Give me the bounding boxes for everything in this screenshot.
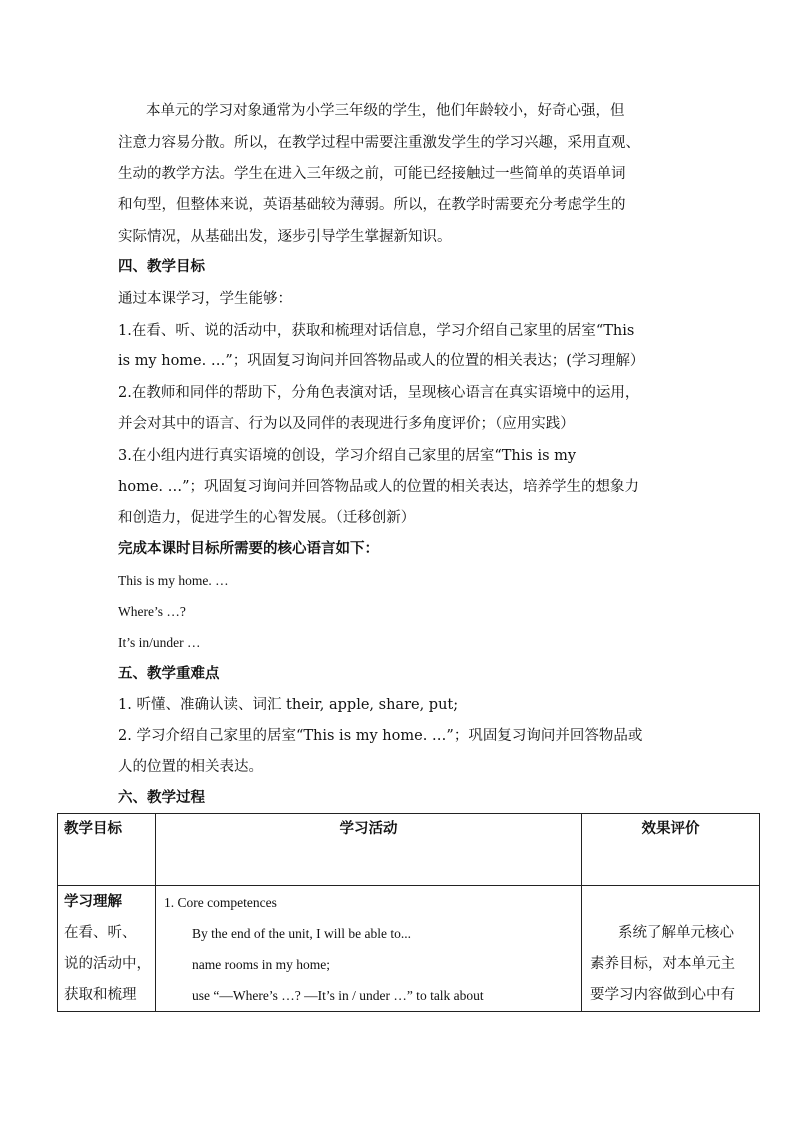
core-language-3: It’s in/under … (118, 635, 201, 650)
goal3-line-1: 3.在小组内进行真实语境的创设，学习介绍自己家里的居室“This is my (118, 448, 577, 464)
row1-goal-line-2: 在看、听、 (64, 925, 137, 941)
row1-evaluation-line-1: 系统了解单元核心 (618, 925, 734, 941)
difficulty-item-2-line-2: 人的位置的相关表达。 (118, 759, 263, 775)
header-goal: 教学目标 (64, 821, 122, 837)
header-activity-cell (156, 814, 582, 886)
section4-lead: 通过本课学习，学生能够： (118, 291, 292, 307)
intro-line-1: 本单元的学习对象通常为小学三年级的学生，他们年龄较小，好奇心强，但 (146, 103, 625, 119)
row1-goal-cell (58, 886, 156, 1012)
table-row (58, 886, 760, 1012)
intro-line-3: 生动的教学方法。学生在进入三年级之前，可能已经接触过一些简单的英语单词 (118, 166, 626, 182)
row1-activity-line-1: 1. Core competences (164, 895, 277, 910)
intro-line-5: 实际情况，从基础出发，逐步引导学生掌握新知识。 (118, 229, 452, 245)
table-header-row (58, 814, 760, 886)
difficulty-item-1: 1. 听懂、准确认读、词汇 their, apple, share, put; (118, 697, 459, 713)
header-activity: 学习活动 (339, 821, 398, 837)
row1-activity-line-3: name rooms in my home; (192, 957, 330, 972)
row1-activity-cell (156, 886, 582, 1012)
row1-goal-line-3: 说的活动中， (64, 956, 151, 972)
header-evaluation: 效果评价 (641, 821, 700, 837)
section5-heading: 五、教学重难点 (118, 666, 220, 682)
core-language-1: This is my home. … (118, 573, 229, 588)
goal1-line-1: 1.在看、听、说的活动中，获取和梳理对话信息，学习介绍自己家里的居室“This (118, 323, 635, 339)
goal3-line-3: 和创造力，促进学生的心智发展。（迁移创新） (118, 510, 416, 526)
row1-evaluation-line-2: 素养目标，对本单元主 (590, 956, 735, 972)
row1-evaluation-line-3: 要学习内容做到心中有 (590, 987, 735, 1003)
section4-heading: 四、教学目标 (118, 259, 205, 275)
goal2-line-2: 并会对其中的语言、行为以及同伴的表现进行多角度评价；（应用实践） (118, 416, 575, 432)
difficulty-item-2-line-1: 2. 学习介绍自己家里的居室“This is my home. …”；巩固复习询问并回答物品或 (118, 728, 643, 744)
section6-heading: 六、教学过程 (118, 790, 205, 806)
teaching-process-table (57, 813, 760, 1012)
row1-goal-line-4: 获取和梳理 (64, 987, 137, 1003)
row1-evaluation-cell (582, 886, 760, 1012)
row1-goal-title: 学习理解 (64, 894, 122, 910)
row1-activity-line-2: By the end of the unit, I will be able to... (192, 926, 411, 941)
core-language-2: Where’s …? (118, 604, 186, 619)
header-goal-cell (58, 814, 156, 886)
header-evaluation-cell (582, 814, 760, 886)
goal1-line-2: is my home. …”；巩固复习询问并回答物品或人的位置的相关表达；(学习理解） (118, 353, 645, 369)
intro-line-2: 注意力容易分散。所以，在教学过程中需要注重激发学生的学习兴趣，采用直观、 (118, 135, 640, 151)
row1-activity-line-4: use “—Where’s …? —It’s in / under …” to talk about (192, 988, 484, 1003)
goal3-line-2: home. …”；巩固复习询问并回答物品或人的位置的相关表达，培养学生的想象力 (118, 479, 640, 495)
intro-line-4: 和句型，但整体来说，英语基础较为薄弱。所以，在教学时需要充分考虑学生的 (118, 197, 626, 213)
goal2-line-1: 2.在教师和同伴的帮助下，分角色表演对话，呈现核心语言在真实语境中的运用， (118, 385, 640, 401)
core-language-heading: 完成本课时目标所需要的核心语言如下： (118, 541, 379, 557)
